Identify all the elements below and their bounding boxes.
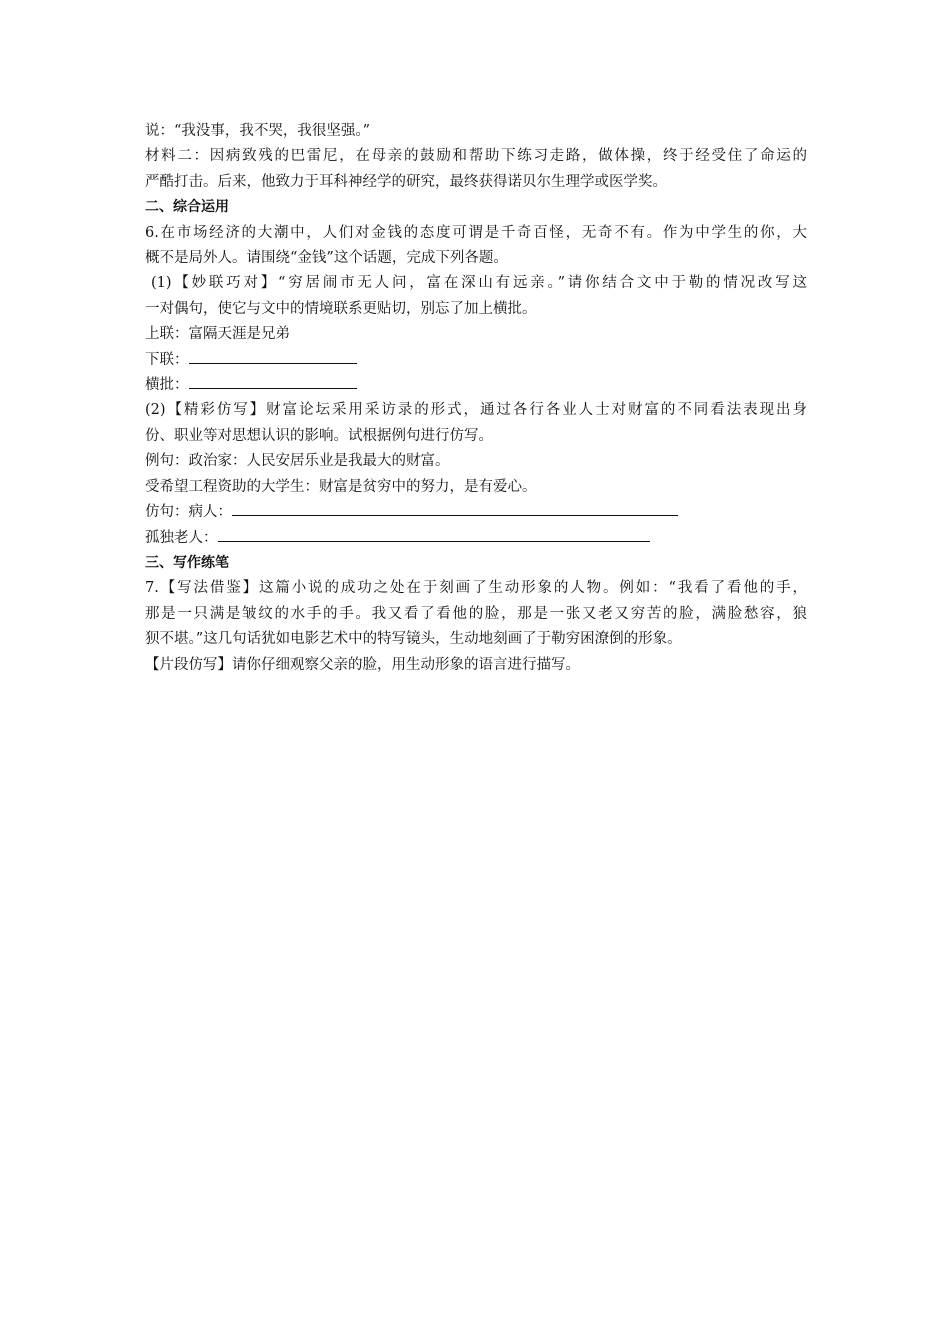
imitation-patient-row [145,500,807,525]
couplet-horizontal-row [145,373,807,398]
question-text: 一对偶句，使它与文中的情境联系更贴切，别忘了加上横批。 [145,300,537,317]
question-text: 狈不堪。”这几句话犹如电影艺术中的特写镜头，生动地刻画了于勒穷困潦倒的形象。 [145,631,682,648]
couplet-lower-blank[interactable] [189,348,357,364]
couplet-upper: 上联：富隔天涯是兄弟 [145,326,290,343]
question-text: 7.【写法借鉴】这篇小说的成功之处在于刻画了生动形象的人物。例如：“我看了看他的手， [145,580,807,597]
text-line: 严酷打击。后来，他致力于耳科神经学的研究，最终获得诺贝尔生理学或医学奖。 [145,173,667,190]
text-line: 说：“我没事，我不哭，我很坚强。” [145,123,371,139]
question-text: 那是一只满是皱纹的水手的手。我又看了看他的脸，那是一张又老又穷苦的脸，满脸愁容，狼 [145,605,807,622]
couplet-horizontal-label: 横批： [145,377,189,394]
couplet-lower-label: 下联： [145,351,189,368]
question-text: 概不是局外人。请围绕“金钱”这个话题，完成下列各题。 [145,250,508,267]
imitation-patient-label: 仿句：病人： [145,504,232,521]
question-text: 6.在市场经济的大潮中，人们对金钱的态度可谓是千奇百怪，无奇不有。作为中学生的你，大 [145,224,807,241]
imitation-elderly-row [145,526,807,551]
document-page [145,119,807,678]
couplet-lower-row [145,348,807,373]
question-text: (2)【精彩仿写】财富论坛采用采访录的形式，通过各行各业人士对财富的不同看法表现出身 [145,402,807,419]
question-text: 份、职业等对思想认识的影响。试根据例句进行仿写。 [145,427,493,444]
imitation-elderly-blank[interactable] [218,526,650,542]
example-sentence: 受希望工程资助的大学生：财富是贫穷中的努力，是有爱心。 [145,478,537,495]
section-heading: 二、综合运用 [145,199,229,216]
question-text: 【片段仿写】请你仔细观察父亲的脸，用生动形象的语言进行描写。 [145,656,580,673]
couplet-horizontal-blank[interactable] [189,373,357,389]
imitation-patient-blank[interactable] [232,500,678,516]
example-sentence: 例句：政治家：人民安居乐业是我最大的财富。 [145,453,450,470]
imitation-elderly-label: 孤独老人： [145,529,218,546]
text-line: 材料二：因病致残的巴雷尼，在母亲的鼓励和帮助下练习走路，做体操，终于经受住了命运的 [145,148,807,165]
section-heading: 三、写作练笔 [145,554,229,571]
question-text: (1)【妙联巧对】“穷居闹市无人问，富在深山有远亲。”请你结合文中于勒的情况改写这 [151,275,807,292]
